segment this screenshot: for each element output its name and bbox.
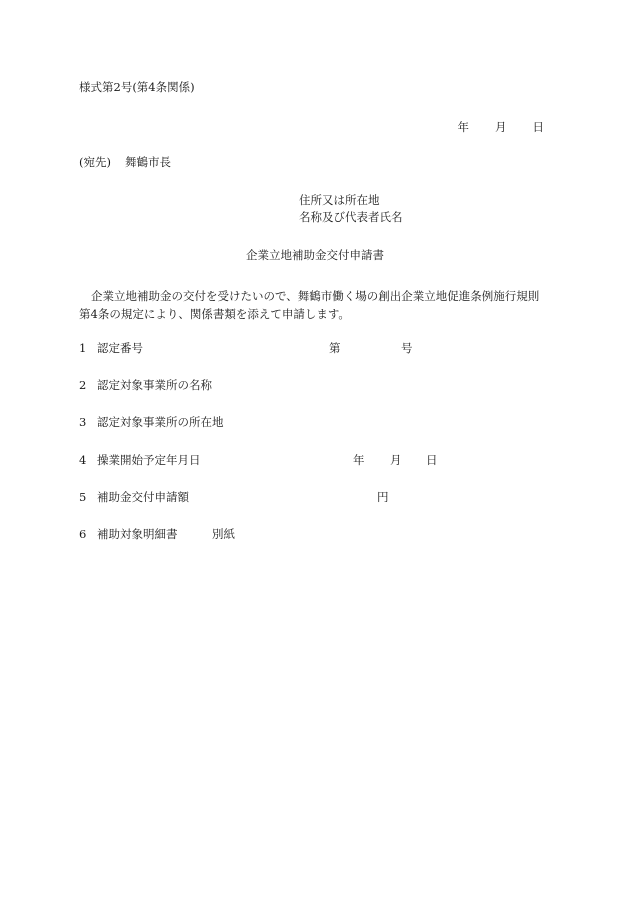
item-5-unit: 円 — [377, 490, 389, 504]
form-number: 様式第2号(第4条関係) — [79, 80, 195, 94]
date-month: 月 — [495, 120, 507, 134]
item-1-prefix: 第 — [329, 341, 341, 355]
applicant-block — [299, 195, 403, 229]
item-6-note: 別紙 — [212, 527, 235, 541]
addressee — [79, 157, 171, 169]
item-facility-location — [79, 417, 224, 429]
item-4-month: 月 — [390, 453, 402, 467]
addressee-label: (宛先) — [79, 155, 111, 169]
item-4-year: 年 — [353, 453, 365, 467]
item-number: 2 — [79, 378, 87, 392]
applicant-name-label: 名称及び代表者氏名 — [299, 210, 403, 224]
date-line — [458, 122, 545, 134]
item-number: 3 — [79, 415, 87, 429]
date-day: 日 — [532, 120, 544, 134]
item-label: 認定対象事業所の所在地 — [97, 415, 224, 429]
date-year: 年 — [457, 120, 469, 134]
item-subsidy-amount — [79, 492, 189, 504]
item-4-day: 日 — [426, 453, 438, 467]
item-number: 4 — [79, 453, 87, 467]
body-line-2: 第4条の規定により、関係書類を添えて申請します。 — [79, 307, 350, 321]
item-facility-name — [79, 380, 212, 392]
addressee-name: 舞鶴市長 — [124, 155, 171, 169]
item-label: 認定番号 — [97, 341, 143, 355]
item-number: 5 — [79, 490, 87, 504]
item-label: 補助対象明細書 — [97, 527, 178, 541]
item-label: 認定対象事業所の名称 — [97, 378, 212, 392]
item-number: 1 — [79, 341, 87, 355]
item-label: 操業開始予定年月日 — [97, 453, 201, 467]
applicant-address-label: 住所又は所在地 — [299, 193, 380, 207]
item-number: 6 — [79, 527, 87, 541]
item-operation-start-date — [79, 455, 201, 467]
item-1-suffix: 号 — [401, 341, 413, 355]
document-title: 企業立地補助金交付申請書 — [246, 248, 384, 262]
body-text — [79, 287, 559, 323]
item-certification-number — [79, 343, 143, 355]
body-line-1: 企業立地補助金の交付を受けたいので、舞鶴市働く場の創出企業立地促進条例施行規則 — [91, 289, 540, 303]
item-subsidy-statement — [79, 529, 178, 541]
item-label: 補助金交付申請額 — [97, 490, 189, 504]
